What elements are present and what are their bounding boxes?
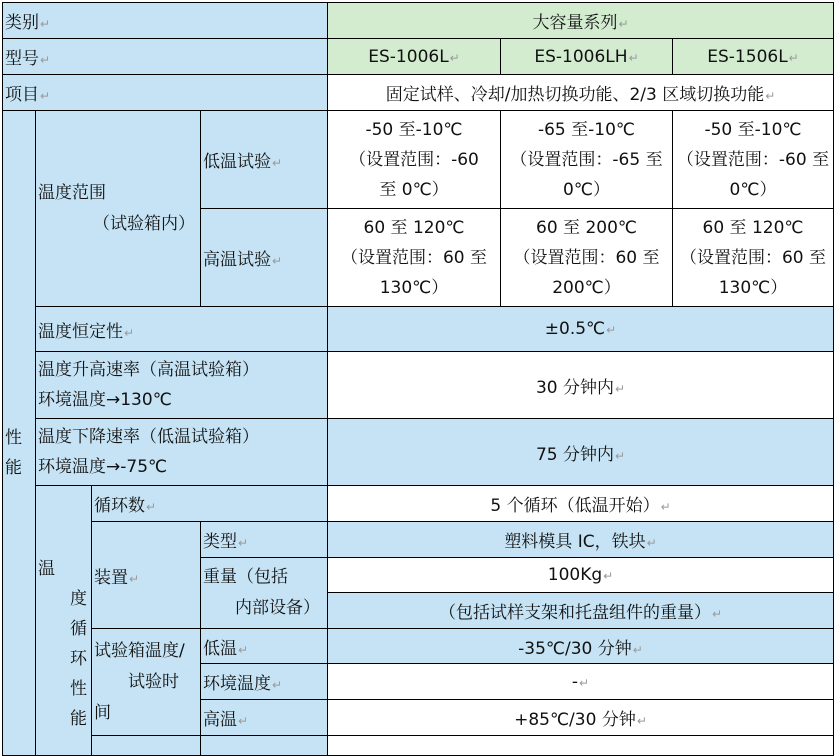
device-weight-note: （包括试样支架和托盘组件的重量） [438, 603, 711, 623]
category-label: 类别 [5, 13, 39, 33]
category-row [3, 3, 834, 39]
device-weight-sublabel: 内部设备） [235, 598, 320, 618]
model-cell [501, 39, 673, 75]
paragraph-mark-icon: ↵ [579, 675, 590, 690]
chamber-ambient-label: 环境温度 [203, 674, 271, 694]
performance-label-cell [3, 111, 36, 756]
cycle-label-char: 循 [70, 619, 87, 639]
low-temp-value-cell [673, 111, 834, 209]
low-temp-value-line: 0℃） [563, 179, 610, 200]
temp-range-label: 温度范围 [38, 182, 106, 203]
temp-range-label-cell [36, 111, 201, 307]
low-temp-value-line: -50 至-10℃ [704, 119, 802, 140]
high-temp-value-line: 60 至 120℃ [363, 217, 465, 238]
rise-rate-value-cell [328, 352, 834, 419]
chamber-sublabel: 试验时 [128, 671, 179, 692]
partial-cell [92, 736, 201, 756]
rise-rate-row [3, 352, 834, 419]
paragraph-mark-icon: ↵ [636, 714, 647, 728]
paragraph-mark-icon: ↵ [40, 53, 51, 67]
device-weight-label: 重量（包括 [203, 567, 288, 587]
chamber-high-label-cell [201, 700, 328, 736]
paragraph-mark-icon: ↵ [272, 156, 283, 170]
fall-rate-value: 75 分钟内 [535, 444, 614, 465]
low-temp-value-line: -50 至-10℃ [365, 119, 463, 140]
device-type-label: 类型 [203, 532, 237, 552]
model-name: ES-1006L [368, 46, 449, 67]
device-type-label-cell [201, 522, 328, 558]
stability-row [3, 307, 834, 352]
paragraph-mark-icon: ↵ [603, 569, 614, 583]
cycle-label-char: 环 [70, 649, 87, 669]
category-value-cell [328, 3, 834, 39]
low-temp-value-line: （设置范围：-65 至 [510, 149, 663, 170]
partial-cell [201, 736, 328, 756]
rise-rate-label: 温度升高速率（高温试验箱） [38, 360, 259, 380]
paragraph-mark-icon: ↵ [272, 678, 283, 692]
chamber-low-value-cell [328, 629, 834, 664]
rise-rate-sublabel: 环境温度→130℃ [38, 390, 172, 410]
chamber-high-value-cell [328, 700, 834, 736]
rise-rate-label-cell [36, 352, 328, 419]
high-temp-label-cell [201, 209, 328, 307]
model-cell [328, 39, 501, 75]
paragraph-mark-icon: ↵ [124, 325, 135, 340]
paragraph-mark-icon: ↵ [238, 536, 249, 550]
fall-rate-label: 温度下降速率（低温试验箱） [38, 427, 259, 447]
paragraph-mark-icon: ↵ [40, 17, 51, 31]
low-temp-value-cell [328, 111, 501, 209]
high-temp-value-cell [501, 209, 673, 307]
cycle-label-char: 温 [38, 559, 55, 579]
high-temp-value-line: 60 至 120℃ [702, 217, 804, 238]
stability-value: ±0.5℃ [544, 319, 606, 339]
device-weight-value-cell [328, 558, 834, 593]
low-temp-row [3, 111, 834, 209]
performance-label-bottom: 能 [5, 458, 22, 478]
device-label: 装置 [94, 567, 128, 588]
stability-value-cell [328, 307, 834, 352]
device-label-cell [92, 522, 201, 629]
chamber-ambient-value-cell [328, 664, 834, 700]
item-value: 固定试样、冷却/加热切换功能、2/3 区域切换功能 [385, 85, 765, 105]
cycles-value: 5 个循环（低温开始） [490, 496, 660, 516]
category-label-cell [3, 3, 328, 39]
device-type-value-cell [328, 522, 834, 558]
spec-table [2, 2, 834, 756]
cycles-label-cell [92, 486, 328, 522]
cycles-label: 循环数 [94, 496, 145, 516]
low-temp-value-line: 至 0℃） [379, 179, 449, 200]
paragraph-mark-icon: ↵ [765, 89, 776, 103]
stability-label-cell [36, 307, 328, 352]
stability-label: 温度恒定性 [38, 321, 123, 342]
high-temp-value-cell [328, 209, 501, 307]
chamber-sublabel-end: 间 [94, 702, 111, 723]
chamber-low-label: 低温 [203, 638, 237, 659]
fall-rate-label-cell [36, 419, 328, 486]
partial-cell [328, 736, 834, 756]
performance-label-top: 性 [5, 428, 22, 448]
cycle-performance-label-cell [36, 486, 92, 756]
chamber-ambient-value: - [571, 671, 579, 692]
cycle-label-char: 性 [70, 679, 87, 699]
model-name: ES-1506L [707, 46, 788, 67]
paragraph-mark-icon: ↵ [238, 714, 249, 728]
model-row [3, 39, 834, 75]
chamber-label: 试验箱温度/ [94, 640, 185, 661]
cycles-row [3, 486, 834, 522]
paragraph-mark-icon: ↵ [449, 50, 460, 65]
high-temp-value-line: （设置范围：60 至 [679, 247, 827, 268]
paragraph-mark-icon: ↵ [146, 500, 157, 514]
chamber-high-label: 高温 [203, 710, 237, 730]
item-value-cell [328, 75, 834, 111]
fall-rate-value-cell [328, 419, 834, 486]
model-label-cell [3, 39, 328, 75]
paragraph-mark-icon: ↵ [646, 536, 657, 550]
temp-range-sublabel: （试验箱内） [93, 213, 195, 234]
paragraph-mark-icon: ↵ [614, 381, 626, 396]
paragraph-mark-icon: ↵ [711, 607, 723, 621]
chamber-label-cell [92, 629, 201, 736]
fall-rate-row [3, 419, 834, 486]
paragraph-mark-icon: ↵ [614, 448, 626, 463]
high-temp-label: 高温试验 [203, 250, 271, 270]
chamber-low-row [3, 629, 834, 664]
item-row [3, 75, 834, 111]
device-type-row [3, 522, 834, 558]
model-cell [673, 39, 834, 75]
high-temp-value-line: 60 至 200℃ [536, 217, 637, 238]
paragraph-mark-icon: ↵ [272, 254, 283, 268]
paragraph-mark-icon: ↵ [606, 323, 617, 337]
fall-rate-sublabel: 环境温度→-75℃ [38, 457, 168, 477]
low-temp-value-line: （设置范围：-60 至 [676, 149, 830, 170]
high-temp-value-line: （设置范围：60 至 [340, 247, 488, 268]
device-weight-value: 100Kg [547, 565, 603, 585]
paragraph-mark-icon: ↵ [788, 50, 799, 65]
low-temp-value-line: 0℃） [729, 179, 777, 200]
paragraph-mark-icon: ↵ [628, 50, 639, 65]
device-weight-label-cell [201, 558, 328, 629]
cycle-label-char: 度 [70, 589, 87, 609]
model-name: ES-1006LH [534, 46, 628, 67]
high-temp-value-line: （设置范围：60 至 [513, 247, 660, 268]
cycles-value-cell [328, 486, 834, 522]
high-temp-value-line: 130℃） [379, 277, 449, 298]
high-temp-value-cell [673, 209, 834, 307]
paragraph-mark-icon: ↵ [660, 500, 671, 514]
low-temp-label: 低温试验 [203, 152, 271, 172]
cycle-label-char: 能 [70, 709, 87, 729]
chamber-high-value: +85℃/30 分钟 [514, 710, 636, 730]
high-temp-value-line: 130℃） [718, 277, 788, 298]
paragraph-mark-icon: ↵ [238, 642, 249, 657]
device-weight-note-cell [328, 593, 834, 629]
item-label: 项目 [5, 85, 39, 105]
rise-rate-value: 30 分钟内 [535, 377, 614, 398]
low-temp-value-cell [501, 111, 673, 209]
device-type-value: 塑料模具 IC，铁块 [504, 532, 646, 552]
chamber-ambient-label-cell [201, 664, 328, 700]
low-temp-label-cell [201, 111, 328, 209]
partial-row [3, 736, 834, 756]
item-label-cell [3, 75, 328, 111]
paragraph-mark-icon: ↵ [618, 17, 629, 31]
chamber-low-value: -35℃/30 分钟 [518, 638, 632, 659]
paragraph-mark-icon: ↵ [632, 642, 643, 657]
chamber-low-label-cell [201, 629, 328, 664]
low-temp-value-line: （设置范围：-60 [349, 149, 479, 170]
model-label: 型号 [5, 49, 39, 69]
paragraph-mark-icon: ↵ [40, 89, 51, 103]
high-temp-value-line: 200℃） [552, 277, 621, 298]
paragraph-mark-icon: ↵ [129, 571, 140, 586]
low-temp-value-line: -65 至-10℃ [537, 119, 636, 140]
category-value: 大容量系列 [532, 13, 618, 33]
